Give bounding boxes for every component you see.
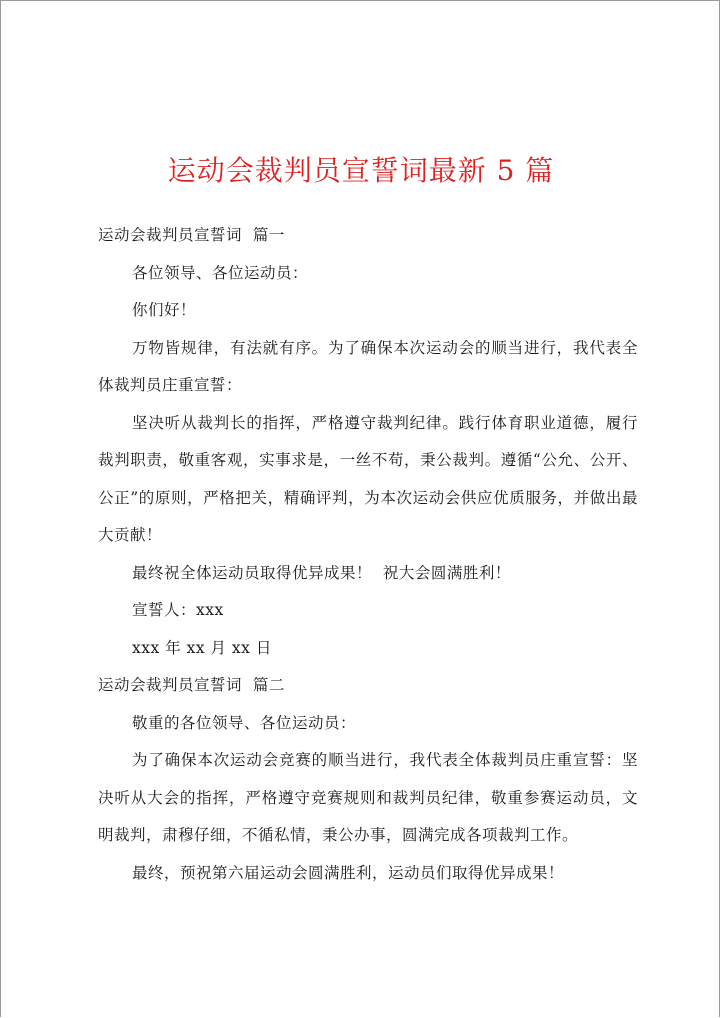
oath-taker-line: 宣誓人：xxx (132, 601, 224, 619)
section-heading-2: 运动会裁判员宣誓词 篇二 (98, 676, 285, 694)
paragraph: 坚决听从裁判长的指挥，严格遵守裁判纪律。践行体育职业道德，履行裁判职责，敬重客观，实事求是，一丝不苟，秉公裁判。遵循“公允、公开、公正”的原则，严格把关，精确评判，为本次运动会供应优质服务，并做出最大贡献！ (98, 413, 638, 544)
document-body (98, 217, 638, 892)
paragraph: 万物皆规律，有法就有序。为了确保本次运动会的顺当进行，我代表全体裁判员庄重宣誓： (98, 338, 638, 394)
paragraph: 各位领导、各位运动员： (132, 263, 309, 282)
paragraph: 敬重的各位领导、各位运动员： (132, 713, 357, 732)
paragraph: 为了确保本次运动会竞赛的顺当进行，我代表全体裁判员庄重宣誓：坚决听从大会的指挥，严格遵守竞赛规则和裁判员纪律，敬重参赛运动员，文明裁判，肃穆仔细，不循私情，秉公办事，圆满完成各项裁判工作。 (98, 751, 638, 844)
document-title: 运动会裁判员宣誓词最新 5 篇 (167, 154, 555, 187)
paragraph: 最终，预祝第六届运动会圆满胜利，运动员们取得优异成果！ (132, 863, 565, 882)
section-heading-1: 运动会裁判员宣誓词 篇一 (98, 226, 285, 244)
date-line: xxx 年 xx 月 xx 日 (132, 638, 272, 657)
paragraph: 你们好！ (132, 301, 197, 319)
paragraph: 最终祝全体运动员取得优异成果！ 祝大会圆满胜利！ (132, 563, 511, 582)
